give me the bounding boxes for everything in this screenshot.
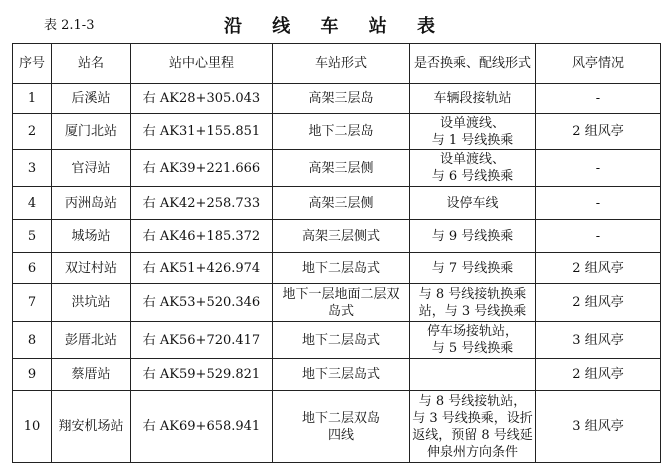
header-form: 车站形式 <box>273 44 410 84</box>
cell-kiosk: - <box>536 150 661 187</box>
cell-transfer: 设单渡线、 与 6 号线换乘 <box>410 150 536 187</box>
cell-mileage: 右 AK39+221.666 <box>131 150 273 187</box>
cell-mileage: 右 AK56+720.417 <box>131 322 273 359</box>
cell-transfer: 设停车线 <box>410 187 536 220</box>
cell-transfer: 停车场接轨站， 与 5 号线换乘 <box>410 322 536 359</box>
table-row <box>13 187 661 220</box>
cell-no: 1 <box>13 84 52 114</box>
cell-form: 地下二层岛 <box>273 114 410 150</box>
cell-kiosk: 2 组风亭 <box>536 284 661 322</box>
cell-form: 地下二层双岛 四线 <box>273 391 410 463</box>
cell-form: 地下一层地面二层双 岛式 <box>273 284 410 322</box>
cell-form: 高架三层侧式 <box>273 220 410 253</box>
cell-form: 高架三层侧 <box>273 187 410 220</box>
cell-mileage: 右 AK31+155.851 <box>131 114 273 150</box>
cell-kiosk: - <box>536 220 661 253</box>
cell-mileage: 右 AK69+658.941 <box>131 391 273 463</box>
cell-kiosk: 2 组风亭 <box>536 359 661 391</box>
cell-no: 3 <box>13 150 52 187</box>
header-mileage: 站中心里程 <box>131 44 273 84</box>
cell-mileage: 右 AK46+185.372 <box>131 220 273 253</box>
cell-name: 丙洲岛站 <box>52 187 131 220</box>
header-no: 序号 <box>13 44 52 84</box>
cell-kiosk: 2 组风亭 <box>536 253 661 284</box>
cell-mileage: 右 AK59+529.821 <box>131 359 273 391</box>
cell-no: 9 <box>13 359 52 391</box>
table-row <box>13 391 661 463</box>
cell-transfer <box>410 359 536 391</box>
cell-name: 官浔站 <box>52 150 131 187</box>
header-name: 站名 <box>52 44 131 84</box>
table-row <box>13 359 661 391</box>
cell-name: 彭厝北站 <box>52 322 131 359</box>
cell-mileage: 右 AK51+426.974 <box>131 253 273 284</box>
cell-no: 4 <box>13 187 52 220</box>
cell-kiosk: 2 组风亭 <box>536 114 661 150</box>
table-row <box>13 84 661 114</box>
cell-kiosk: 3 组风亭 <box>536 391 661 463</box>
table-row <box>13 253 661 284</box>
cell-transfer: 车辆段接轨站 <box>410 84 536 114</box>
header-kiosk: 风亭情况 <box>536 44 661 84</box>
table-row <box>13 284 661 322</box>
cell-form: 地下三层岛式 <box>273 359 410 391</box>
header-row <box>13 44 661 84</box>
cell-transfer: 与 9 号线换乘 <box>410 220 536 253</box>
cell-transfer: 设单渡线、 与 1 号线换乘 <box>410 114 536 150</box>
cell-transfer: 与 7 号线换乘 <box>410 253 536 284</box>
table-title: 沿 线 车 站 表 <box>223 16 448 37</box>
table-row <box>13 220 661 253</box>
cell-no: 10 <box>13 391 52 463</box>
cell-no: 2 <box>13 114 52 150</box>
cell-kiosk: 3 组风亭 <box>536 322 661 359</box>
cell-no: 7 <box>13 284 52 322</box>
cell-name: 后溪站 <box>52 84 131 114</box>
cell-name: 厦门北站 <box>52 114 131 150</box>
cell-form: 高架三层岛 <box>273 84 410 114</box>
table-row <box>13 150 661 187</box>
cell-mileage: 右 AK28+305.043 <box>131 84 273 114</box>
cell-mileage: 右 AK53+520.346 <box>131 284 273 322</box>
cell-name: 蔡厝站 <box>52 359 131 391</box>
cell-form: 地下二层岛式 <box>273 253 410 284</box>
cell-name: 翔安机场站 <box>52 391 131 463</box>
header-transfer: 是否换乘、配线形式 <box>410 44 536 84</box>
cell-form: 地下二层岛式 <box>273 322 410 359</box>
cell-form: 高架三层侧 <box>273 150 410 187</box>
cell-name: 洪坑站 <box>52 284 131 322</box>
station-table <box>12 43 661 463</box>
cell-name: 城场站 <box>52 220 131 253</box>
cell-mileage: 右 AK42+258.733 <box>131 187 273 220</box>
cell-no: 5 <box>13 220 52 253</box>
table-row <box>13 114 661 150</box>
cell-no: 6 <box>13 253 52 284</box>
cell-kiosk: - <box>536 84 661 114</box>
cell-kiosk: - <box>536 187 661 220</box>
cell-name: 双过村站 <box>52 253 131 284</box>
cell-transfer: 与 8 号线接轨站， 与 3 号线换乘，设折 返线，预留 8 号线延 伸泉州方向条件 <box>410 391 536 463</box>
cell-transfer: 与 8 号线接轨换乘 站，与 3 号线换乘 <box>410 284 536 322</box>
table-row <box>13 322 661 359</box>
table-number: 表 2.1-3 <box>44 18 95 33</box>
cell-no: 8 <box>13 322 52 359</box>
